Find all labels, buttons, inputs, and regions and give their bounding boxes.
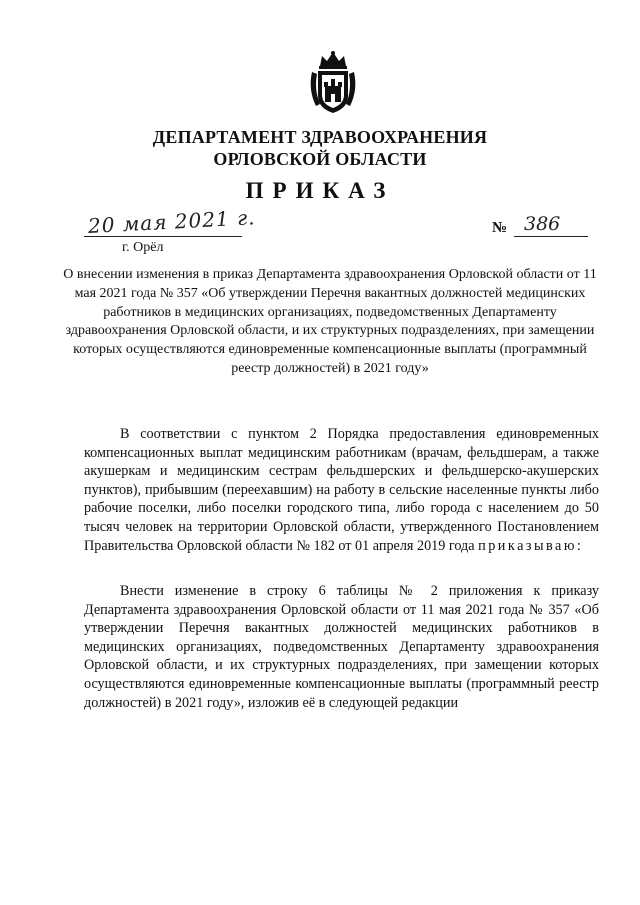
body-paragraph-2: Внести изменение в строку 6 таблицы № 2 приложения к приказу Департамента здравоохранения Орловской области от 11 мая 2021 года № 357 «Об утверждении Перечня вакантных должностей медицинских работников в медицинских организациях, подведомственных Департаменту здравоохранения Орловской области, и их структурных подразделениях, при замещении которых осуществляются единовременные компенсационные выплаты (программный реестр должностей) в 2021 году», изложив её в следующей редакции [84,583,599,711]
paragraph-1-text: В соответствии с пунктом 2 Порядка предоставления единовременных компенсационных выплат медицинским работникам (врачам, фельдшерам, а также акушеркам и медицинским сестрам фельдшерских и фельдшерско-акушерских пунктов), прибывшим (переехавшим) на работу в сельские населенные пункты либо рабочие поселки, либо поселки городского типа, либо города с населением до 50 тысяч человек на территории Орловской области, утвержденного Постановлением Правительства Орловской области № 182 от 01 апреля 2019 года [84,426,599,554]
coat-of-arms-icon [308,50,358,116]
order-verb: приказываю: [478,537,584,554]
date-underline [84,236,242,237]
handwritten-date: 20 мая 2021 г. [87,205,257,238]
number-label: № [492,220,508,236]
department-line-1: ДЕПАРТАМЕНТ ЗДРАВООХРАНЕНИЯ [152,127,488,147]
department-line-2: ОРЛОВСКОЙ ОБЛАСТИ [213,149,427,169]
city-label: г. Орёл [122,240,164,255]
body-paragraph-1 [84,425,599,555]
handwritten-number: 386 [524,213,561,235]
department-name [0,126,640,170]
document-type-title: ПРИКАЗ [245,178,395,203]
number-underline [514,236,588,237]
order-subject: О внесении изменения в приказ Департамента здравоохранения Орловской области от 11 мая 2021 года № 357 «Об утверждении Перечня вакантных должностей медицинских работников в медицинских организациях, подведомственных Департаменту здравоохранения Орловской области, и их структурных подразделениях, при замещении которых осуществляются единовременные компенсационные выплаты (программный реестр должностей) в 2021 году» [63,267,597,376]
